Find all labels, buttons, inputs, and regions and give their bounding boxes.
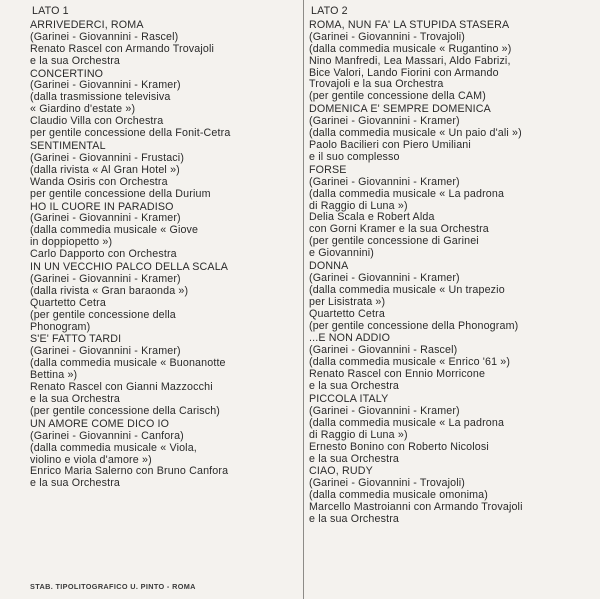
track-credit-line: Renato Rascel con Ennio Morricone [309, 368, 486, 381]
track-credit-line: Renato Rascel con Armando Trovajoli [30, 42, 215, 55]
track-credit-line: di Raggio di Luna ») [309, 428, 408, 441]
track-entry [309, 466, 595, 526]
track-credit-line: Marcello Mastroianni con Armando Trovajoli [309, 501, 523, 514]
track-credit-line: per gentile concessione della Durium [30, 187, 211, 200]
track-credit-line: (per gentile concessione della [30, 308, 176, 321]
track-credit-line: (dalla commedia musicale « La padrona [309, 187, 505, 200]
track-credit-line: violino e viola d'amore ») [30, 453, 152, 466]
track-credit-line: (dalla trasmissione televisiva [30, 91, 171, 104]
track-credit-line: e il suo complesso [309, 150, 400, 163]
track-title: ROMA, NUN FA' LA STUPIDA STASERA [309, 18, 510, 31]
track-entry [30, 334, 298, 417]
track-credit-line: (Garinei - Giovannini - Kramer) [309, 404, 460, 417]
printer-credit: STAB. TIPOLITOGRAFICO U. PINTO - ROMA [30, 582, 196, 591]
track-credit-line: (per gentile concessione della CAM) [309, 90, 486, 103]
track-entry [309, 261, 595, 332]
track-entry [309, 333, 595, 393]
track-credit-line: (dalla commedia musicale « Un paio d'ali ») [309, 127, 522, 140]
track-credit-line: (dalla commedia musicale « Buonanotte [30, 357, 226, 370]
track-credit-line: (Garinei - Giovannini - Kramer) [30, 212, 181, 225]
track-credit-line: per Lisistrata ») [309, 295, 386, 308]
track-title: DOMENICA E' SEMPRE DOMENICA [309, 103, 491, 116]
track-credit-line: (dalla commedia musicale « Enrico '61 ») [309, 356, 511, 369]
track-title: IN UN VECCHIO PALCO DELLA SCALA [30, 261, 229, 274]
track-credit-line: (dalla commedia musicale « Rugantino ») [309, 42, 512, 55]
track-entry [309, 165, 595, 260]
track-credit-line: (Garinei - Giovannini - Trovajoli) [309, 30, 465, 43]
track-credit-line: (Garinei - Giovannini - Kramer) [30, 272, 181, 285]
track-entry [30, 262, 298, 333]
track-credit-line: Quartetto Cetra [309, 307, 385, 320]
track-credit-line: (Garinei - Giovannini - Canfora) [30, 429, 184, 442]
track-credit-line: (dalla rivista « Gran baraonda ») [30, 284, 189, 297]
track-credit-line: (Garinei - Giovannini - Trovajoli) [309, 477, 465, 490]
track-credit-line: (Garinei - Giovannini - Kramer) [309, 175, 460, 188]
track-title: CIAO, RUDY [309, 465, 373, 478]
track-credit-line: Bice Valori, Lando Fiorini con Armando [309, 66, 499, 79]
track-entry [30, 20, 298, 68]
track-credit-line: Ernesto Bonino con Roberto Nicolosi [309, 440, 489, 453]
track-credit-line: Quartetto Cetra [30, 296, 106, 309]
track-title: ...E NON ADDIO [309, 332, 391, 345]
track-credit-line: e la sua Orchestra [309, 513, 400, 526]
track-credit-line: e la sua Orchestra [30, 393, 121, 405]
track-credit-line: Nino Manfredi, Lea Massari, Aldo Fabrizi, [309, 54, 511, 67]
side-b-label: LATO 2 [311, 5, 348, 17]
track-title: PICCOLA ITALY [309, 393, 389, 405]
track-credit-line: (per gentile concessione della Carisch) [30, 404, 221, 417]
track-entry [30, 69, 298, 140]
track-credit-line: (dalla rivista « Al Gran Hotel ») [30, 163, 180, 176]
track-credit-line: e Giovannini) [309, 247, 374, 260]
track-credit-line: (dalla commedia musicale omonima) [309, 489, 488, 502]
track-credit-line: Bettina ») [30, 369, 78, 382]
track-credit-line: Phonogram) [30, 320, 91, 333]
track-entry [309, 20, 595, 103]
side-b-track-list [309, 20, 595, 526]
track-credit-line: (Garinei - Giovannini - Frustaci) [30, 151, 185, 164]
track-credit-line: (dalla commedia musicale « Un trapezio [309, 283, 505, 296]
track-credit-line: Claudio Villa con Orchestra [30, 115, 164, 128]
track-credit-line: Renato Rascel con Gianni Mazzocchi [30, 381, 213, 394]
track-credit-line: Carlo Dapporto con Orchestra [30, 248, 177, 261]
side-a-column [30, 6, 298, 491]
track-entry [309, 394, 595, 465]
track-credit-line: (Garinei - Giovannini - Kramer) [309, 271, 460, 284]
track-entry [30, 419, 298, 490]
track-credit-line: (per gentile concessione della Phonogram) [309, 319, 519, 332]
track-entry [309, 104, 595, 164]
track-title: HO IL CUORE IN PARADISO [30, 200, 174, 213]
track-title: SENTIMENTAL [30, 139, 106, 152]
track-credit-line: e la sua Orchestra [30, 54, 121, 67]
track-credit-line: e la sua Orchestra [30, 477, 121, 490]
side-a-label: LATO 1 [32, 5, 69, 17]
track-credit-line: « Giardino d'estate ») [30, 103, 136, 116]
side-b-column [309, 6, 595, 527]
track-credit-line: per gentile concessione della Fonit-Cetra [30, 127, 231, 140]
track-credit-line: Paolo Bacilieri con Piero Umiliani [309, 138, 471, 151]
track-credit-line: e la sua Orchestra [309, 452, 400, 465]
track-title: UN AMORE COME DICO IO [30, 417, 170, 430]
track-credit-line: (dalla commedia musicale « Viola, [30, 441, 197, 454]
track-credit-line: (per gentile concessione di Garinei [309, 235, 479, 248]
track-credit-line: (dalla commedia musicale « Giove [30, 224, 199, 237]
track-credit-line: (Garinei - Giovannini - Rascel) [309, 344, 458, 357]
track-credit-line: (Garinei - Giovannini - Kramer) [30, 79, 181, 92]
track-credit-line: Trovajoli e la sua Orchestra [309, 78, 444, 91]
track-credit-line: con Gorni Kramer e la sua Orchestra [309, 223, 489, 236]
side-a-track-list [30, 20, 298, 490]
track-credit-line: in doppiopetto ») [30, 236, 113, 249]
track-entry [30, 141, 298, 201]
track-credit-line: di Raggio di Luna ») [309, 199, 408, 212]
track-credit-line: e la sua Orchestra [309, 380, 400, 393]
column-divider [303, 0, 304, 599]
track-credit-line: Wanda Osiris con Orchestra [30, 175, 168, 188]
track-credit-line: (dalla commedia musicale « La padrona [309, 416, 505, 429]
track-credit-line: Delia Scala e Robert Alda [309, 211, 435, 224]
track-title: CONCERTINO [30, 67, 104, 80]
track-credit-line: (Garinei - Giovannini - Kramer) [30, 345, 181, 358]
track-title: FORSE [309, 163, 347, 176]
track-credit-line: (Garinei - Giovannini - Kramer) [309, 115, 460, 128]
track-title: DONNA [309, 260, 349, 273]
track-title: S'E' FATTO TARDI [30, 333, 122, 346]
track-title: ARRIVEDERCI, ROMA [30, 18, 144, 31]
track-credit-line: Enrico Maria Salerno con Bruno Canfora [30, 465, 229, 478]
track-entry [30, 202, 298, 262]
track-credit-line: (Garinei - Giovannini - Rascel) [30, 30, 179, 43]
